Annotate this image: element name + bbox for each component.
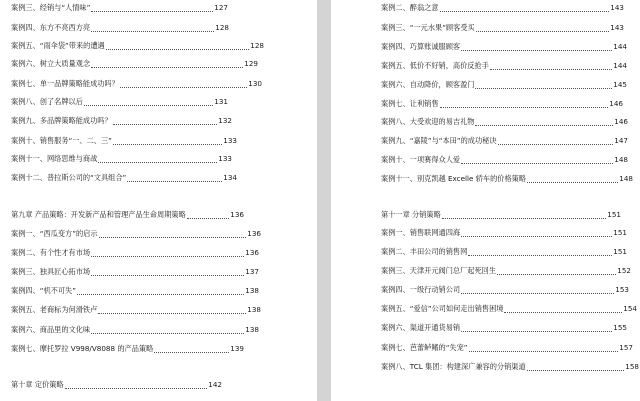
toc-entry-page: 128 — [215, 23, 229, 32]
toc-entry[interactable] — [11, 39, 264, 53]
toc-entry-page: 136 — [247, 229, 261, 238]
toc-entry-title: 案例四、一级行动销公司 — [381, 285, 461, 294]
toc-entry-title: 案例十、销售服务“一、二、三” — [11, 136, 112, 145]
toc-entry-title: 案例五、“雨伞袋”带来的遭遇 — [11, 41, 105, 50]
toc-entry[interactable] — [11, 342, 244, 356]
toc-entry[interactable] — [381, 40, 627, 54]
toc-entry-page: 155 — [613, 323, 627, 332]
toc-entry[interactable] — [11, 246, 259, 260]
toc-entry-title: 案例四、巧算账诚服顾客 — [381, 42, 461, 51]
toc-entry-page: 145 — [613, 80, 627, 89]
toc-entry[interactable] — [381, 226, 627, 240]
toc-entry-page: 144 — [613, 61, 627, 70]
toc-leader-dots — [498, 144, 614, 145]
toc-entry[interactable] — [381, 59, 627, 73]
toc-leader-dots — [91, 275, 244, 276]
toc-entry[interactable] — [11, 265, 259, 279]
toc-entry[interactable] — [381, 360, 639, 374]
toc-entry-title: 案例四、“机不可失” — [11, 286, 76, 295]
toc-leader-dots — [440, 107, 609, 108]
toc-leader-dots — [461, 293, 614, 294]
toc-leader-dots — [440, 11, 610, 12]
toc-entry[interactable] — [11, 227, 261, 241]
toc-entry-title: 案例七、单一品牌策略能成功吗？ — [11, 79, 119, 88]
toc-leader-dots — [461, 331, 612, 332]
toc-entry-title: 案例十、一项赛得众人爱 — [381, 155, 461, 164]
toc-leader-dots — [468, 255, 612, 256]
toc-entry[interactable] — [11, 77, 262, 91]
toc-leader-dots — [113, 144, 222, 145]
toc-entry[interactable] — [11, 95, 228, 109]
toc-entry-title: 案例七、让利销售 — [381, 99, 439, 108]
toc-entry-page: 158 — [625, 362, 639, 371]
toc-entry-page: 127 — [214, 3, 228, 12]
toc-entry-title: 案例二、丰田公司的销售网 — [381, 247, 468, 256]
toc-entry-title: 案例八、创了名牌以后 — [11, 97, 83, 106]
toc-entry-title: 案例十二、普拉斯公司的“文具组合” — [11, 173, 127, 182]
toc-entry-page: 139 — [230, 344, 244, 353]
toc-entry-title: 案例五、“爱信”公司如何走出销售困境 — [381, 304, 504, 313]
toc-leader-dots — [461, 163, 613, 164]
toc-entry-page: 136 — [230, 210, 244, 219]
toc-entry[interactable] — [11, 284, 259, 298]
toc-leader-dots — [98, 313, 246, 314]
toc-entry-title: 第十章 定价策略 — [11, 380, 64, 389]
toc-entry[interactable] — [11, 21, 229, 35]
toc-entry-title: 案例二、有个性才有市场 — [11, 248, 91, 257]
toc-entry[interactable] — [11, 171, 237, 185]
toc-entry-title: 案例五、低价不好销，高价反抢手 — [381, 61, 489, 70]
toc-entry-title: 案例六、商品里的文化味 — [11, 325, 91, 334]
toc-entry-title: 案例六、树立大质量观念 — [11, 59, 91, 68]
toc-entry-page: 147 — [614, 136, 628, 145]
page-gap — [317, 0, 331, 401]
toc-entry-title: 案例七、摩托罗拉 V998/V8088 的产品策略 — [11, 344, 154, 353]
toc-leader-dots — [469, 351, 619, 352]
toc-entry-page: 138 — [245, 286, 259, 295]
toc-entry-page: 137 — [245, 267, 259, 276]
toc-entry-page: 142 — [208, 380, 222, 389]
toc-chapter-heading[interactable] — [11, 378, 222, 392]
toc-entry-page: 129 — [244, 59, 258, 68]
toc-entry[interactable] — [381, 134, 628, 148]
toc-entry-title: 案例六、自动降价，顾客盈门 — [381, 80, 475, 89]
toc-chapter-heading[interactable] — [381, 208, 621, 222]
toc-entry-page: 146 — [614, 117, 628, 126]
toc-leader-dots — [442, 218, 606, 219]
toc-leader-dots — [497, 274, 616, 275]
toc-entry-title: 案例九、多品牌策略能成功吗？ — [11, 116, 112, 125]
toc-leader-dots — [91, 333, 244, 334]
toc-entry-title: 第九章 产品策略：开发新产品和管理产品生命周期策略 — [11, 210, 186, 219]
toc-entry[interactable] — [381, 302, 637, 316]
toc-leader-dots — [99, 237, 247, 238]
toc-entry-title: 第十一章 分销策略 — [381, 210, 441, 219]
toc-leader-dots — [476, 31, 610, 32]
toc-leader-dots — [77, 294, 244, 295]
toc-entry-page: 133 — [218, 154, 232, 163]
toc-leader-dots — [91, 256, 244, 257]
toc-entry[interactable] — [381, 341, 633, 355]
toc-entry-page: 131 — [214, 97, 228, 106]
toc-entry-title: 案例三、天津开元阀门总厂起死回生 — [381, 266, 497, 275]
toc-entry-page: 143 — [610, 23, 624, 32]
toc-entry[interactable] — [381, 1, 624, 15]
toc-entry-page: 148 — [619, 174, 633, 183]
toc-entry-title: 案例五、老商标为何滑铁卢 — [11, 305, 98, 314]
toc-entry[interactable] — [11, 152, 232, 166]
toc-entry-title: 案例八、大受欢迎的易吉礼物 — [381, 117, 475, 126]
toc-leader-dots — [527, 370, 625, 371]
toc-entry-page: 152 — [617, 266, 631, 275]
toc-entry-title: 案例四、东方不亮西方亮 — [11, 23, 91, 32]
toc-leader-dots — [84, 105, 213, 106]
toc-entry-title: 案例二、醉翁之意 — [381, 3, 439, 12]
toc-entry[interactable] — [11, 323, 259, 337]
toc-entry-page: 138 — [247, 305, 261, 314]
toc-leader-dots — [187, 218, 229, 219]
toc-leader-dots — [65, 388, 208, 389]
toc-entry[interactable] — [381, 172, 633, 186]
toc-entry[interactable] — [11, 114, 232, 128]
toc-leader-dots — [527, 182, 618, 183]
toc-entry[interactable] — [381, 78, 627, 92]
toc-leader-dots — [504, 312, 622, 313]
toc-leader-dots — [475, 88, 612, 89]
toc-leader-dots — [113, 124, 218, 125]
toc-entry-page: 136 — [245, 248, 259, 257]
toc-entry[interactable] — [381, 321, 627, 335]
toc-entry[interactable] — [381, 115, 628, 129]
toc-entry-page: 130 — [248, 79, 262, 88]
toc-entry-page: 133 — [223, 136, 237, 145]
toc-leader-dots — [490, 69, 612, 70]
document-page-right — [331, 0, 640, 401]
toc-entry[interactable] — [381, 97, 623, 111]
toc-entry[interactable] — [11, 134, 237, 148]
toc-entry-page: 151 — [613, 228, 627, 237]
toc-leader-dots — [461, 50, 612, 51]
toc-entry-title: 案例一、销售联网通四海 — [381, 228, 461, 237]
toc-entry-title: 案例三、“一元水果”顾客受买 — [381, 23, 475, 32]
toc-entry[interactable] — [381, 283, 629, 297]
toc-entry-title: 案例十一、别克凯越 Excelle 轿车的价格策略 — [381, 174, 527, 183]
toc-entry-page: 132 — [218, 116, 232, 125]
toc-leader-dots — [91, 11, 213, 12]
toc-entry[interactable] — [381, 153, 628, 167]
document-page-left — [0, 0, 317, 401]
toc-entry-page: 146 — [609, 99, 623, 108]
toc-entry[interactable] — [11, 1, 228, 15]
toc-entry-page: 151 — [607, 210, 621, 219]
toc-leader-dots — [91, 67, 243, 68]
toc-entry[interactable] — [11, 57, 258, 71]
toc-leader-dots — [127, 181, 222, 182]
toc-entry-title: 案例十一、网络思维与商战 — [11, 154, 98, 163]
toc-entry-page: 143 — [610, 3, 624, 12]
toc-entry[interactable] — [11, 303, 261, 317]
toc-entry-page: 144 — [613, 42, 627, 51]
toc-entry[interactable] — [381, 245, 627, 259]
toc-entry-title: 案例三、独具匠心拓市场 — [11, 267, 91, 276]
toc-entry-page: 128 — [250, 41, 264, 50]
toc-leader-dots — [98, 162, 217, 163]
toc-entry-page: 153 — [615, 285, 629, 294]
toc-entry-title: 案例七、芭蕾鲈鳍的“失宠” — [381, 343, 468, 352]
toc-entry[interactable] — [381, 21, 624, 35]
toc-leader-dots — [461, 236, 612, 237]
toc-entry-page: 148 — [614, 155, 628, 164]
toc-entry-title: 案例六、渠道开通货易销 — [381, 323, 461, 332]
toc-entry-title: 案例三、经销与“人情味” — [11, 3, 91, 12]
toc-leader-dots — [106, 49, 250, 50]
toc-entry[interactable] — [381, 264, 631, 278]
toc-chapter-heading[interactable] — [11, 208, 244, 222]
toc-entry-page: 154 — [623, 304, 637, 313]
toc-entry-page: 134 — [223, 173, 237, 182]
toc-entry-page: 151 — [613, 247, 627, 256]
toc-entry-page: 157 — [619, 343, 633, 352]
toc-leader-dots — [91, 31, 214, 32]
toc-leader-dots — [475, 125, 613, 126]
toc-entry-title: 案例一、“西瓜变方”的启示 — [11, 229, 98, 238]
toc-entry-title: 案例九、“嘉陵”与“本田”的成功秘诀 — [381, 136, 497, 145]
toc-leader-dots — [154, 352, 229, 353]
toc-leader-dots — [120, 87, 247, 88]
toc-entry-page: 138 — [245, 325, 259, 334]
toc-entry-title: 案例八、TCL 集团：构建深广兼容的分销渠道 — [381, 362, 526, 371]
